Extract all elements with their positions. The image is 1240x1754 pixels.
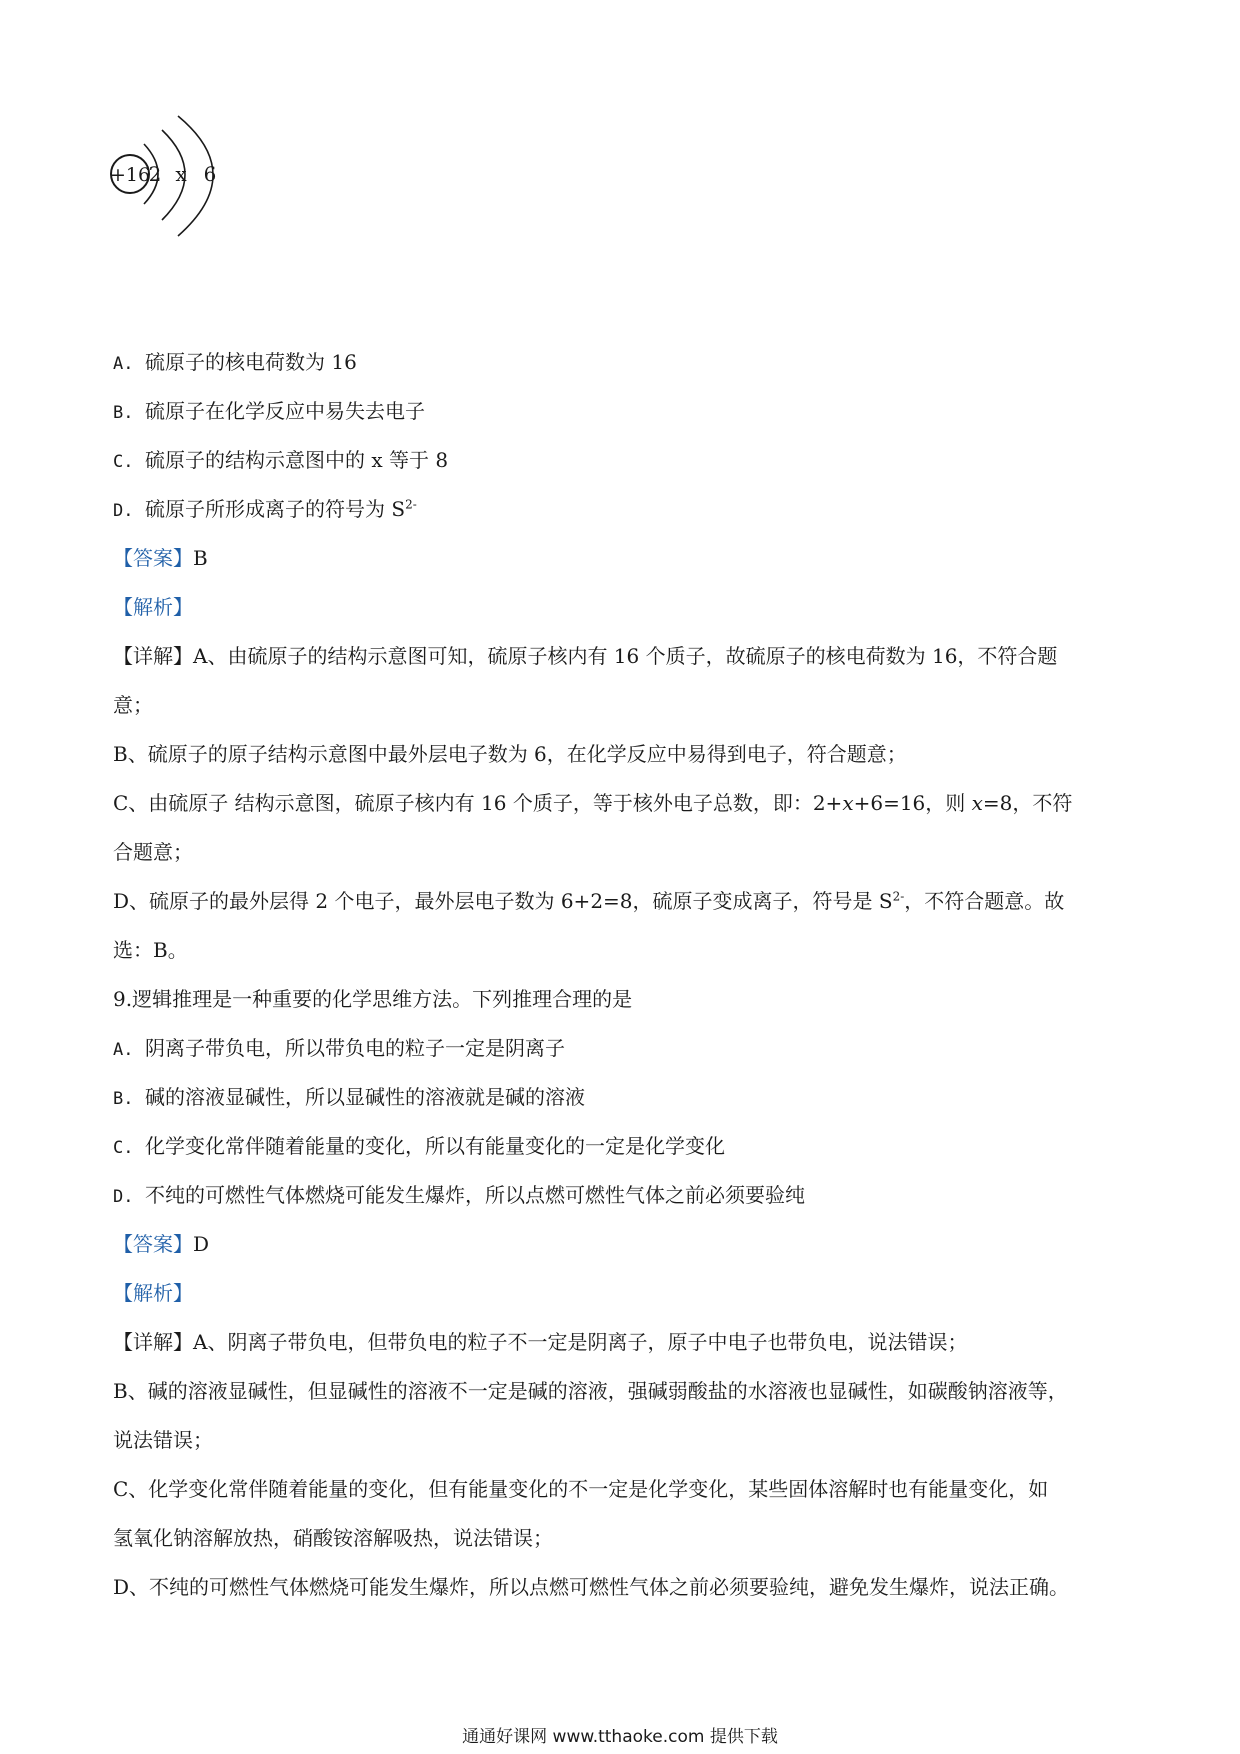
detail-text: =8，不符 [982,791,1073,815]
q8-detail-a-line1 [113,642,1057,670]
q8-answer [113,544,208,572]
variable-x: x [971,791,983,815]
q9-detail-b-line1: B、碱的溶液显碱性，但显碱性的溶液不一定是碱的溶液，强碱弱酸盐的水溶液也显碱性，如碳酸钠溶液等， [113,1379,1068,1403]
detail-text: A、由硫原子的结构示意图可知，硫原子核内有 16 个质子，故硫原子的核电荷数为 16，不符合题 [193,644,1058,668]
q9-option-a [113,1034,565,1064]
detail-text: +6=16，则 [853,791,972,815]
q9-analysis-tag [113,1279,193,1307]
analysis-tag: 【解析】 [113,1281,193,1305]
detail-text: C、由硫原子 结构示意图，硫原子核内有 16 个质子，等于核外电子总数，即：2+ [113,791,843,815]
nucleus-label: +16 [109,164,151,186]
answer-tag: 【答案】 [113,546,193,570]
q8-option-a [113,348,357,378]
answer-tag: 【答案】 [113,1232,193,1256]
q8-option-b [113,397,425,427]
option-letter: A. [113,1040,134,1060]
option-letter: C. [113,452,134,472]
answer-value: D [193,1232,210,1256]
q8-option-d [113,495,417,525]
option-letter: B. [113,403,134,423]
answer-value: B [193,546,208,570]
option-text: 硫原子在化学反应中易失去电子 [145,399,425,423]
option-text: 碱的溶液显碱性，所以显碱性的溶液就是碱的溶液 [145,1085,585,1109]
ion-charge: 2- [892,889,905,904]
q9-stem: 9.逻辑推理是一种重要的化学思维方法。下列推理合理的是 [113,987,633,1011]
option-text: 硫原子所形成离子的符号为 S [145,497,406,521]
option-letter: D. [113,501,134,521]
analysis-tag: 【解析】 [113,595,193,619]
q9-option-b [113,1083,585,1113]
q8-detail-d-line2: 选：B。 [113,938,188,962]
detail-tag: 【详解】 [113,644,193,668]
q9-detail-c-line2: 氢氧化钠溶解放热，硝酸铵溶解吸热，说法错误； [113,1526,553,1550]
q8-detail-c-line1 [113,789,1072,817]
q9-option-d [113,1181,805,1211]
option-text: 硫原子的核电荷数为 16 [145,350,357,374]
ion-charge: 2- [405,497,417,512]
q8-detail-d-line1 [113,887,1064,915]
option-text: 不纯的可燃性气体燃烧可能发生爆炸，所以点燃可燃性气体之前必须要验纯 [145,1183,805,1207]
sulfur-atom-diagram [108,112,258,277]
option-letter: A. [113,354,134,374]
q9-detail-c-line1: C、化学变化常伴随着能量的变化，但有能量变化的不一定是化学变化，某些固体溶解时也有能量变化，如 [113,1477,1049,1501]
q9-detail-b-line2: 说法错误； [113,1428,213,1452]
q8-analysis-tag [113,593,193,621]
page-footer: 通通好课网 www.tthaoke.com 提供下载 [462,1727,778,1747]
option-text: 硫原子的结构示意图中的 x 等于 8 [145,448,449,472]
option-letter: B. [113,1089,134,1109]
shell-count-1: 2 [148,162,162,186]
q8-option-c [113,446,448,476]
q9-answer [113,1230,209,1258]
option-letter: D. [113,1187,134,1207]
q9-detail-d: D、不纯的可燃性气体燃烧可能发生爆炸，所以点燃可燃性气体之前必须要验纯，避免发生爆炸，说法正确。 [113,1575,1070,1599]
q8-detail-b: B、硫原子的原子结构示意图中最外层电子数为 6，在化学反应中易得到电子，符合题意； [113,742,907,766]
option-letter: C. [113,1138,134,1158]
detail-text: ，不符合题意。故 [904,889,1065,913]
q9-detail-a [113,1328,967,1356]
detail-text: A、阴离子带负电，但带负电的粒子不一定是阴离子，原子中电子也带负电，说法错误； [193,1330,968,1354]
variable-x: x [842,791,854,815]
shell-count-2: x [175,162,187,186]
q8-detail-a-line2: 意； [113,693,153,717]
option-text: 阴离子带负电，所以带负电的粒子一定是阴离子 [145,1036,565,1060]
detail-text: D、硫原子的最外层得 2 个电子，最外层电子数为 6+2=8，硫原子变成离子，符号是 S [113,889,893,913]
option-text: 化学变化常伴随着能量的变化，所以有能量变化的一定是化学变化 [145,1134,725,1158]
shell-count-3: 6 [203,162,217,186]
detail-tag: 【详解】 [113,1330,193,1354]
q9-option-c [113,1132,725,1162]
q8-detail-c-line2: 合题意； [113,840,193,864]
